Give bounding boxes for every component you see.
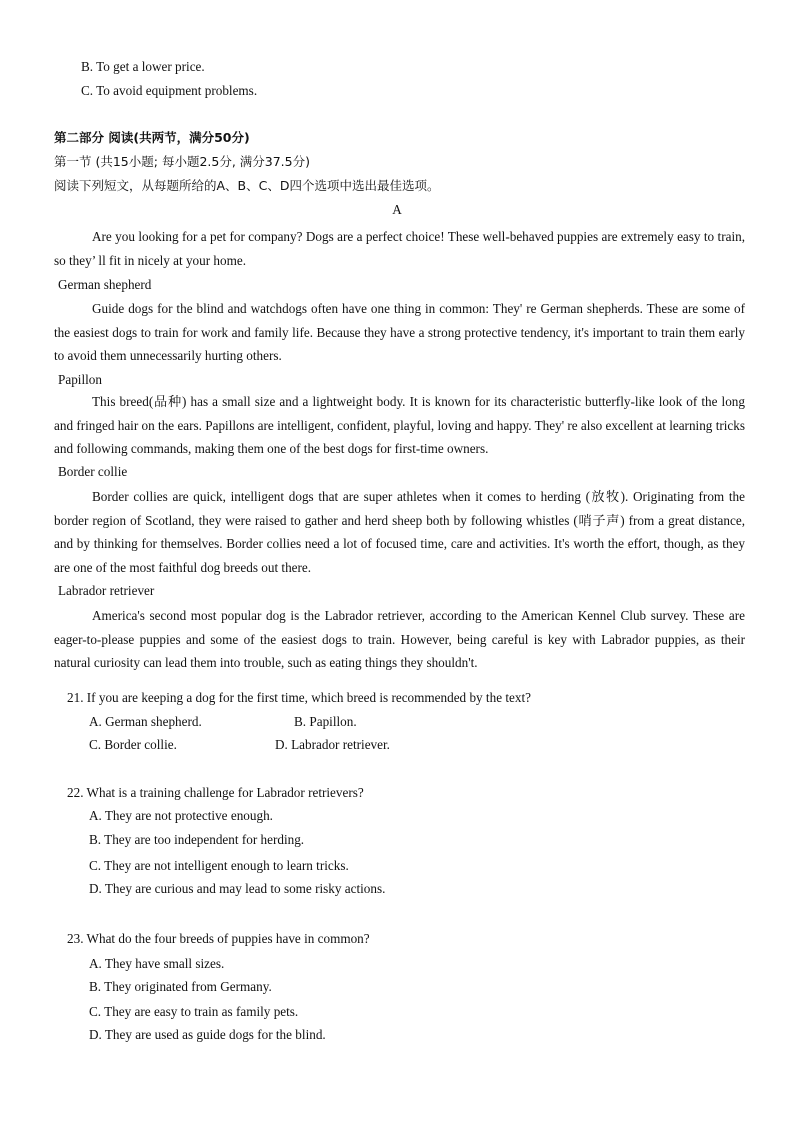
- question-23-option-b[interactable]: B. They originated from Germany.: [89, 979, 272, 994]
- question-22-option-a[interactable]: A. They are not protective enough.: [89, 808, 273, 823]
- question-22-stem: 22. What is a training challenge for Labrador retrievers?: [67, 785, 364, 800]
- breed-heading-labrador: Labrador retriever: [58, 583, 155, 598]
- question-21-stem: 21. If you are keeping a dog for the first time, which breed is recommended by the text?: [67, 690, 531, 705]
- question-21-option-a[interactable]: A. German shepherd.: [89, 714, 202, 729]
- question-21-option-c[interactable]: C. Border collie.: [89, 737, 177, 752]
- breed-heading-papillon: Papillon: [58, 372, 102, 387]
- question-21-option-d[interactable]: D. Labrador retriever.: [275, 737, 390, 752]
- breed-text-border-collie: Border collies are quick, intelligent dogs that are super athletes when it comes to herding (放牧). Originating from the border region of Scotland, they were raised to gather and herd sheep both by following whistles (哨子声) from a great distance, and by thinking for themselves. Border collies need a lot of focused time, care and activities. It's worth the effort, though, as they are one of the most faithful dog breeds out there.: [54, 489, 745, 576]
- passage-intro: Are you looking for a pet for company? Dogs are a perfect choice! These well-behaved puppies are extremely easy to train, so they’ ll fit in nicely at your home.: [54, 229, 745, 268]
- question-22-option-d[interactable]: D. They are curious and may lead to some risky actions.: [89, 881, 386, 896]
- question-23-option-c[interactable]: C. They are easy to train as family pets.: [89, 1004, 299, 1019]
- passage-label: A: [392, 202, 402, 217]
- breed-text-papillon: This breed(品种) has a small size and a lightweight body. It is known for its characteristic butterfly-like look of the long and fringed hair on the ears. Papillons are intelligent, confident, playful, loving and happy. They' re also excellent at learning tricks and following commands, making them one of the best dogs for first-time owners.: [54, 394, 745, 457]
- section-title: 第二部分 阅读(共两节，满分50分): [54, 130, 250, 145]
- prev-option-b: B. To get a lower price.: [81, 59, 205, 74]
- question-21-option-b[interactable]: B. Papillon.: [294, 714, 357, 729]
- breed-heading-border-collie: Border collie: [58, 464, 128, 479]
- section-subtitle: 第一节 (共15小题; 每小题2.5分, 满分37.5分): [54, 154, 310, 169]
- question-23-option-d[interactable]: D. They are used as guide dogs for the blind.: [89, 1027, 326, 1042]
- section-instruction: 阅读下列短文，从每题所给的A、B、C、D四个选项中选出最佳选项。: [54, 178, 440, 193]
- question-23-stem: 23. What do the four breeds of puppies have in common?: [67, 931, 370, 946]
- question-23-option-a[interactable]: A. They have small sizes.: [89, 956, 225, 971]
- breed-text-german-shepherd: Guide dogs for the blind and watchdogs often have one thing in common: They' re German shepherds. These are some of the easiest dogs to train for work and family life. Because they have a strong protective tendency, it's important to train them early to avoid them unnecessarily hurting others.: [54, 301, 745, 364]
- question-22-option-b[interactable]: B. They are too independent for herding.: [89, 832, 305, 847]
- question-22-option-c[interactable]: C. They are not intelligent enough to learn tricks.: [89, 858, 349, 873]
- prev-option-c: C. To avoid equipment problems.: [81, 83, 258, 98]
- breed-text-labrador: America's second most popular dog is the Labrador retriever, according to the American Kennel Club survey. These are eager-to-please puppies and some of the easiest dogs to train. However, being careful is key with Labrador puppies, as their natural curiosity can lead them into trouble, such as eating things they shouldn't.: [54, 608, 745, 671]
- breed-heading-german-shepherd: German shepherd: [58, 277, 152, 292]
